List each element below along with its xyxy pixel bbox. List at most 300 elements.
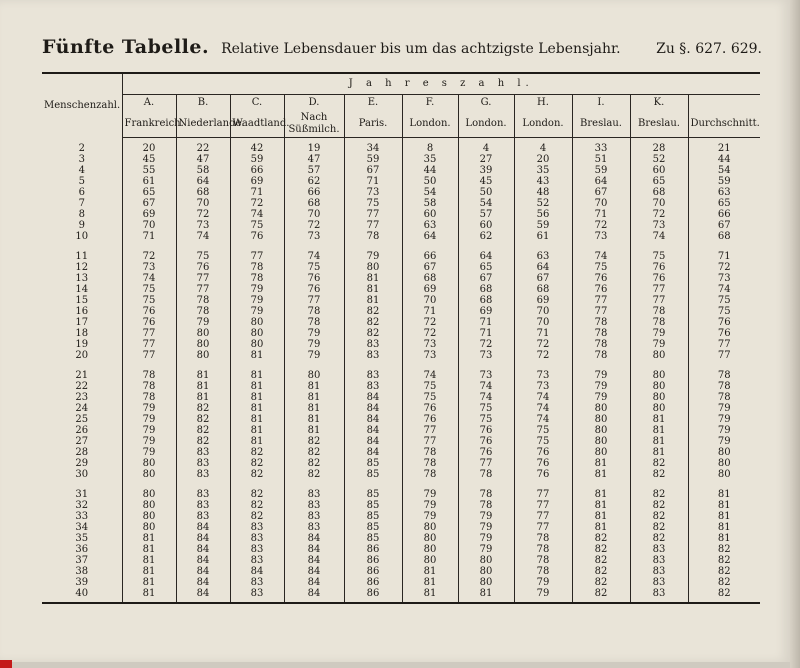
age-cell: 21 [42, 370, 122, 381]
spacer-cell [42, 242, 122, 251]
value-cell: 57 [284, 165, 344, 176]
value-cell: 77 [122, 339, 176, 350]
column-letter [688, 95, 760, 112]
value-cell: 68 [284, 198, 344, 209]
value-cell: 74 [458, 381, 514, 392]
age-cell: 7 [42, 198, 122, 209]
table-row [42, 403, 760, 414]
column-place: Durchschnitt. [688, 111, 760, 138]
value-cell: 81 [122, 555, 176, 566]
value-cell: 73 [630, 220, 688, 231]
value-cell: 76 [176, 262, 230, 273]
value-cell: 67 [344, 165, 402, 176]
value-cell: 71 [572, 209, 630, 220]
value-cell: 74 [572, 251, 630, 262]
value-cell: 27 [458, 154, 514, 165]
spacer-cell [458, 480, 514, 489]
table-row [42, 425, 760, 436]
value-cell: 59 [572, 165, 630, 176]
value-cell: 81 [630, 414, 688, 425]
value-cell: 78 [514, 544, 572, 555]
value-cell: 82 [284, 436, 344, 447]
value-cell: 79 [458, 511, 514, 522]
spacer-cell [284, 361, 344, 370]
value-cell: 83 [176, 489, 230, 500]
age-cell: 29 [42, 458, 122, 469]
age-cell: 26 [42, 425, 122, 436]
value-cell: 78 [572, 317, 630, 328]
spacer-cell [176, 361, 230, 370]
value-cell: 80 [572, 436, 630, 447]
value-cell: 76 [630, 273, 688, 284]
group-spacer [42, 361, 760, 370]
value-cell: 81 [630, 447, 688, 458]
value-cell: 81 [230, 392, 284, 403]
value-cell: 82 [230, 469, 284, 480]
value-cell: 81 [717, 533, 731, 544]
value-cell: 82 [230, 500, 284, 511]
table-row [42, 251, 760, 262]
age-cell: 30 [42, 469, 122, 480]
value-cell: 79 [572, 370, 630, 381]
value-cell: 69 [230, 176, 284, 187]
table-row [42, 284, 760, 295]
value-cell: 79 [284, 350, 344, 361]
value-cell: 79 [284, 328, 344, 339]
page-edge [790, 0, 800, 668]
value-cell: 83 [284, 500, 344, 511]
column-place-row [42, 111, 760, 138]
value-cell: 81 [176, 381, 230, 392]
column-place: Niederlande. [176, 111, 230, 138]
spacer-cell [402, 480, 458, 489]
value-cell: 59 [717, 176, 731, 187]
value-cell: 81 [572, 522, 630, 533]
value-cell: 73 [122, 262, 176, 273]
table-row [42, 533, 760, 544]
age-cell: 9 [42, 220, 122, 231]
table-row [42, 544, 760, 555]
value-cell: 72 [514, 339, 572, 350]
value-cell: 82 [344, 317, 402, 328]
value-cell: 80 [458, 555, 514, 566]
spacer-cell [122, 242, 176, 251]
spacer-cell [688, 361, 760, 370]
value-cell: 82 [630, 458, 688, 469]
value-cell: 83 [230, 577, 284, 588]
value-cell: 81 [344, 295, 402, 306]
column-letter: K. [630, 95, 688, 112]
age-cell: 3 [42, 154, 122, 165]
value-cell: 71 [458, 328, 514, 339]
value-cell: 69 [122, 209, 176, 220]
value-cell: 81 [402, 588, 458, 603]
column-letter: F. [402, 95, 458, 112]
table-row [42, 447, 760, 458]
value-cell: 60 [402, 209, 458, 220]
value-cell: 70 [514, 317, 572, 328]
value-cell: 77 [344, 209, 402, 220]
value-cell: 83 [176, 469, 230, 480]
value-cell: 67 [122, 198, 176, 209]
spacer-cell [572, 480, 630, 489]
value-cell: 81 [717, 489, 731, 500]
value-cell: 60 [630, 165, 688, 176]
spacer-cell [122, 361, 176, 370]
value-cell: 82 [572, 544, 630, 555]
value-cell: 82 [572, 588, 630, 603]
value-cell: 78 [402, 447, 458, 458]
value-cell: 75 [458, 403, 514, 414]
column-letter: C. [230, 95, 284, 112]
value-cell: 65 [458, 262, 514, 273]
table-row [42, 370, 760, 381]
value-cell: 82 [630, 533, 688, 544]
value-cell: 77 [514, 522, 572, 533]
value-cell: 44 [717, 154, 731, 165]
value-cell: 79 [572, 392, 630, 403]
value-cell: 79 [122, 447, 176, 458]
value-cell: 81 [122, 566, 176, 577]
value-cell: 79 [402, 511, 458, 522]
value-cell: 78 [458, 489, 514, 500]
value-cell: 80 [572, 425, 630, 436]
value-cell: 64 [176, 176, 230, 187]
column-place: London. [514, 111, 572, 138]
column-letter: A. [122, 95, 176, 112]
value-cell: 80 [122, 469, 176, 480]
value-cell: 67 [458, 273, 514, 284]
value-cell: 81 [176, 370, 230, 381]
value-cell: 81 [572, 458, 630, 469]
value-cell: 80 [402, 555, 458, 566]
table-row [42, 577, 760, 588]
age-cell: 40 [42, 588, 122, 603]
value-cell: 84 [176, 566, 230, 577]
value-cell: 74 [230, 209, 284, 220]
value-cell: 79 [402, 489, 458, 500]
value-cell: 78 [402, 458, 458, 469]
value-cell: 79 [458, 522, 514, 533]
value-cell: 71 [344, 176, 402, 187]
value-cell: 80 [230, 339, 284, 350]
value-cell: 80 [122, 522, 176, 533]
value-cell: 51 [572, 154, 630, 165]
value-cell: 74 [122, 273, 176, 284]
value-cell: 85 [344, 522, 402, 533]
section-reference: Zu §. 627. 629. [656, 41, 762, 57]
age-cell: 31 [42, 489, 122, 500]
value-cell: 76 [514, 469, 572, 480]
value-cell: 85 [344, 489, 402, 500]
value-cell: 81 [402, 566, 458, 577]
value-cell: 80 [717, 458, 731, 469]
value-cell: 66 [717, 209, 731, 220]
value-cell: 71 [458, 317, 514, 328]
table-row [42, 489, 760, 500]
value-cell: 85 [344, 533, 402, 544]
value-cell: 81 [284, 425, 344, 436]
value-cell: 68 [176, 187, 230, 198]
table-row [42, 295, 760, 306]
table-row [42, 154, 760, 165]
age-cell: 11 [42, 251, 122, 262]
table-row [42, 339, 760, 350]
value-cell: 83 [284, 511, 344, 522]
value-cell: 81 [630, 425, 688, 436]
value-cell: 70 [630, 198, 688, 209]
value-cell: 78 [630, 317, 688, 328]
value-cell: 70 [284, 209, 344, 220]
column-place: Breslau. [630, 111, 688, 138]
value-cell: 64 [458, 251, 514, 262]
value-cell: 83 [630, 555, 688, 566]
age-cell: 16 [42, 306, 122, 317]
value-cell: 82 [284, 469, 344, 480]
spacer-cell [230, 242, 284, 251]
age-cell: 10 [42, 231, 122, 242]
value-cell: 84 [284, 533, 344, 544]
value-cell: 47 [176, 154, 230, 165]
age-cell: 32 [42, 500, 122, 511]
value-cell: 81 [122, 544, 176, 555]
value-cell: 61 [514, 231, 572, 242]
value-cell: 67 [402, 262, 458, 273]
value-cell: 76 [514, 458, 572, 469]
value-cell: 79 [717, 414, 731, 425]
age-cell: 25 [42, 414, 122, 425]
value-cell: 78 [122, 381, 176, 392]
value-cell: 68 [717, 231, 731, 242]
column-place: Nach Süßmilch. [284, 111, 344, 138]
table-row [42, 500, 760, 511]
age-column-header: Menschenzahl. [42, 73, 122, 138]
value-cell: 63 [514, 251, 572, 262]
value-cell: 80 [402, 522, 458, 533]
value-cell: 73 [572, 231, 630, 242]
value-cell: 77 [572, 295, 630, 306]
spacer-cell [630, 361, 688, 370]
spacer-cell [630, 480, 688, 489]
value-cell: 80 [230, 328, 284, 339]
value-cell: 70 [572, 198, 630, 209]
value-cell: 76 [717, 328, 731, 339]
value-cell: 79 [717, 403, 731, 414]
value-cell: 76 [630, 262, 688, 273]
value-cell: 79 [514, 577, 572, 588]
value-cell: 84 [344, 436, 402, 447]
spacer-cell [514, 242, 572, 251]
value-cell: 78 [284, 317, 344, 328]
value-cell: 84 [284, 577, 344, 588]
value-cell: 82 [176, 414, 230, 425]
value-cell: 81 [572, 489, 630, 500]
value-cell: 34 [344, 138, 402, 155]
value-cell: 80 [176, 328, 230, 339]
red-marker [0, 660, 12, 668]
value-cell: 62 [458, 231, 514, 242]
age-cell: 38 [42, 566, 122, 577]
value-cell: 74 [514, 414, 572, 425]
value-cell: 85 [344, 469, 402, 480]
value-cell: 50 [402, 176, 458, 187]
spacer-cell [630, 242, 688, 251]
value-cell: 81 [572, 511, 630, 522]
value-cell: 78 [230, 262, 284, 273]
age-cell: 34 [42, 522, 122, 533]
value-cell: 80 [572, 403, 630, 414]
spacer-cell [122, 480, 176, 489]
value-cell: 80 [230, 317, 284, 328]
value-cell: 35 [514, 165, 572, 176]
value-cell: 82 [717, 555, 731, 566]
value-cell: 48 [514, 187, 572, 198]
value-cell: 78 [230, 273, 284, 284]
value-cell: 83 [630, 566, 688, 577]
spacer-cell [458, 361, 514, 370]
value-cell: 58 [176, 165, 230, 176]
value-cell: 28 [630, 138, 688, 155]
value-cell: 75 [458, 414, 514, 425]
value-cell: 78 [458, 469, 514, 480]
age-cell: 33 [42, 511, 122, 522]
value-cell: 79 [717, 436, 731, 447]
value-cell: 4 [514, 138, 572, 155]
value-cell: 72 [717, 262, 731, 273]
table-row [42, 220, 760, 231]
value-cell: 73 [514, 381, 572, 392]
value-cell: 52 [630, 154, 688, 165]
value-cell: 70 [122, 220, 176, 231]
value-cell: 81 [284, 403, 344, 414]
value-cell: 74 [284, 251, 344, 262]
value-cell: 81 [344, 284, 402, 295]
age-cell: 15 [42, 295, 122, 306]
value-cell: 79 [572, 381, 630, 392]
table-subtitle: Relative Lebensdauer bis um das achtzigste Lebensjahr. [221, 41, 621, 57]
value-cell: 65 [122, 187, 176, 198]
value-cell: 83 [284, 489, 344, 500]
years-header: J a h r e s z a h l. [122, 73, 760, 95]
value-cell: 77 [176, 284, 230, 295]
table-row [42, 458, 760, 469]
value-cell: 83 [230, 544, 284, 555]
value-cell: 67 [514, 273, 572, 284]
table-row [42, 231, 760, 242]
value-cell: 74 [514, 403, 572, 414]
spacer-cell [230, 480, 284, 489]
column-place: Breslau. [572, 111, 630, 138]
value-cell: 74 [458, 392, 514, 403]
value-cell: 64 [402, 231, 458, 242]
value-cell: 80 [572, 414, 630, 425]
value-cell: 73 [717, 273, 731, 284]
spacer-cell [284, 242, 344, 251]
value-cell: 81 [717, 511, 731, 522]
age-cell: 35 [42, 533, 122, 544]
value-cell: 79 [122, 414, 176, 425]
value-cell: 72 [630, 209, 688, 220]
value-cell: 77 [402, 425, 458, 436]
value-cell: 74 [514, 392, 572, 403]
value-cell: 80 [717, 469, 731, 480]
table-row [42, 436, 760, 447]
column-place: London. [402, 111, 458, 138]
value-cell: 84 [230, 566, 284, 577]
value-cell: 75 [402, 381, 458, 392]
value-cell: 33 [572, 138, 630, 155]
table-row [42, 555, 760, 566]
value-cell: 79 [122, 436, 176, 447]
value-cell: 81 [284, 381, 344, 392]
value-cell: 86 [344, 555, 402, 566]
value-cell: 68 [630, 187, 688, 198]
value-cell: 84 [284, 566, 344, 577]
value-cell: 86 [344, 544, 402, 555]
value-cell: 71 [230, 187, 284, 198]
value-cell: 68 [402, 273, 458, 284]
value-cell: 70 [402, 295, 458, 306]
value-cell: 74 [176, 231, 230, 242]
value-cell: 75 [402, 392, 458, 403]
value-cell: 81 [230, 414, 284, 425]
value-cell: 82 [630, 511, 688, 522]
value-cell: 77 [717, 350, 731, 361]
value-cell: 79 [122, 425, 176, 436]
value-cell: 80 [572, 447, 630, 458]
spacer-cell [688, 242, 760, 251]
age-cell: 6 [42, 187, 122, 198]
value-cell: 82 [630, 522, 688, 533]
age-cell: 12 [42, 262, 122, 273]
value-cell: 85 [344, 500, 402, 511]
value-cell: 81 [230, 425, 284, 436]
age-cell: 4 [42, 165, 122, 176]
value-cell: 82 [344, 328, 402, 339]
value-cell: 59 [344, 154, 402, 165]
value-cell: 81 [572, 500, 630, 511]
value-cell: 83 [630, 544, 688, 555]
value-cell: 84 [176, 577, 230, 588]
value-cell: 79 [176, 317, 230, 328]
value-cell: 75 [176, 251, 230, 262]
table-row [42, 198, 760, 209]
value-cell: 76 [284, 273, 344, 284]
value-cell: 75 [630, 251, 688, 262]
value-cell: 82 [344, 306, 402, 317]
value-cell: 72 [402, 328, 458, 339]
value-cell: 78 [717, 392, 731, 403]
value-cell: 22 [176, 138, 230, 155]
value-cell: 78 [402, 469, 458, 480]
value-cell: 59 [230, 154, 284, 165]
value-cell: 81 [284, 392, 344, 403]
value-cell: 69 [458, 306, 514, 317]
value-cell: 84 [284, 555, 344, 566]
value-cell: 81 [572, 469, 630, 480]
value-cell: 84 [176, 544, 230, 555]
value-cell: 83 [630, 588, 688, 603]
column-letter: G. [458, 95, 514, 112]
table-title: Fünfte Tabelle. [42, 36, 210, 58]
table-row [42, 566, 760, 577]
value-cell: 76 [122, 306, 176, 317]
table-row [42, 469, 760, 480]
value-cell: 82 [176, 425, 230, 436]
value-cell: 83 [630, 577, 688, 588]
value-cell: 85 [344, 458, 402, 469]
value-cell: 77 [717, 339, 731, 350]
